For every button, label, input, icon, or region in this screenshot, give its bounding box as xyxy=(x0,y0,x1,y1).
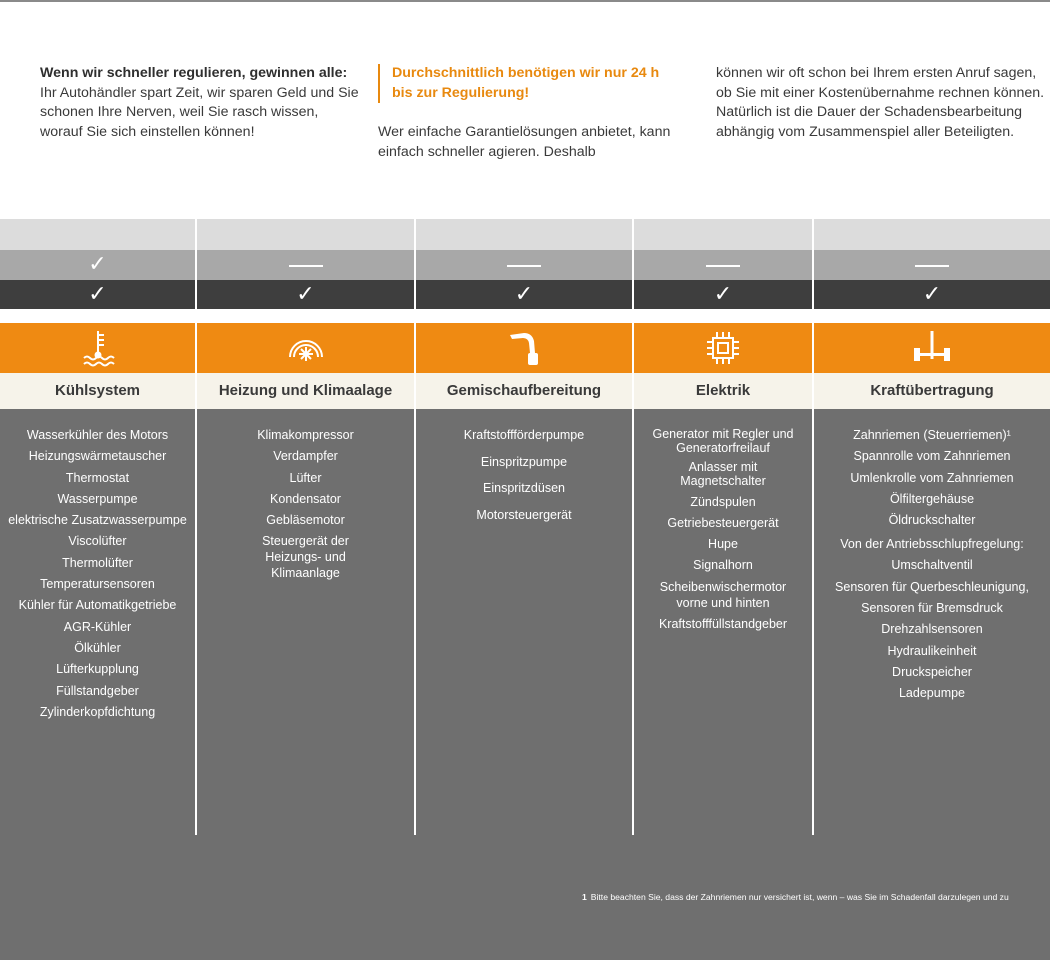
list-item: Zylinderkopfdichtung xyxy=(39,704,156,719)
list-item: Zahnriemen (Steuerriemen)¹ xyxy=(853,428,1011,442)
list-item: Kraftstofffüllstandgeber xyxy=(658,617,788,632)
component-list xyxy=(0,427,195,725)
list-item: Motorsteuergerät xyxy=(476,507,572,522)
list-item: Zündspulen xyxy=(690,494,756,509)
list-item: Kondensator xyxy=(270,491,341,506)
dash-icon xyxy=(706,265,740,267)
dash-icon xyxy=(507,265,541,267)
list-item: Klimakompressor xyxy=(257,428,354,442)
list-item: Drehzahlsensoren xyxy=(881,622,983,637)
list-item: Gebläsemotor xyxy=(266,513,345,528)
list-item: Ladepumpe xyxy=(898,686,966,701)
component-list xyxy=(634,427,812,637)
list-item: Umschaltventil xyxy=(891,558,973,573)
list-item: Hydraulikeinheit xyxy=(887,643,977,658)
list-item: Generator mit Regler und Generatorfreilauf xyxy=(652,427,794,455)
intro-lead-bold: Wenn wir schneller regulieren, gewinnen alle: xyxy=(40,65,348,81)
dash-icon xyxy=(289,265,323,267)
list-item: Wasserkühler des Motors xyxy=(26,428,169,442)
list-item: Ölkühler xyxy=(74,640,121,655)
list-item: Einspritzpumpe xyxy=(480,454,568,469)
dash-icon xyxy=(915,265,949,267)
heating-ac-icon xyxy=(284,327,328,369)
fuel-nozzle-icon xyxy=(502,327,546,369)
list-item: Lüfterkupplung xyxy=(56,662,139,677)
list-item: Wasserpumpe xyxy=(57,491,138,506)
check-icon: ✓ xyxy=(296,282,315,307)
list-item: Ölfiltergehäuse xyxy=(889,491,975,506)
list-item: Sensoren für Bremsdruck xyxy=(861,601,1003,616)
list-item: Füllstandgeber xyxy=(56,683,139,698)
check-icon: ✓ xyxy=(713,282,733,307)
list-item: Druckspeicher xyxy=(892,664,972,679)
list-item: Heizungswärmetauscher xyxy=(28,449,167,464)
intro-column-3-text: können wir oft schon bei Ihrem ersten Anruf sagen, ob Sie mit einer Kostenübernahme rechnen können. Natürlich ist die Dauer der Schadensbearbeitung abhängig vom Zusammenspiel aller Beteiligten. xyxy=(716,65,1045,140)
check-icon: ✓ xyxy=(514,282,534,307)
drivetrain-icon xyxy=(910,327,954,369)
list-item: Spannrolle vom Zahnriemen xyxy=(853,449,1011,464)
list-item: Viscolüfter xyxy=(68,534,127,549)
list-item: AGR-Kühler xyxy=(63,619,132,634)
highlight-quote: Durchschnittlich benötigen wir nur 24 h bis zur Regulierung! xyxy=(378,64,678,103)
component-list xyxy=(814,427,1050,707)
intro-lead-text: Ihr Autohändler spart Zeit, wir sparen Geld und Sie schonen Ihre Nerven, weil Sie rasch wissen, worauf Sie sich einstellen können! xyxy=(40,84,359,140)
list-item: Lüfter xyxy=(289,470,322,485)
intro-column-2-text: Wer einfache Garantielösungen anbietet, kann einfach schneller agieren. Deshalb xyxy=(378,124,671,160)
list-item: Signalhorn xyxy=(693,558,753,573)
chip-icon xyxy=(701,327,745,369)
footnote xyxy=(582,892,1050,902)
check-icon: ✓ xyxy=(88,282,107,307)
list-item: Kraftstoffförderpumpe xyxy=(463,428,585,442)
list-item: Kühler für Automatikgetriebe xyxy=(18,598,177,613)
column-title: Kühlsystem xyxy=(54,382,141,399)
list-group-heading: Von der Antriebsschlupfregelung: xyxy=(840,537,1024,552)
column-title: Kraftübertragung xyxy=(870,382,994,399)
list-item: Umlenkrolle vom Zahnriemen xyxy=(850,470,1014,485)
list-item: Thermolüfter xyxy=(62,555,133,570)
intro-column-3 xyxy=(716,64,1046,142)
intro-column-2 xyxy=(378,64,678,162)
list-item: Getriebesteuergerät xyxy=(667,515,779,530)
coolant-temperature-icon xyxy=(76,327,120,369)
check-icon: ✓ xyxy=(922,282,942,307)
list-item: Sensoren für Querbeschleunigung, xyxy=(835,579,1029,594)
component-list xyxy=(197,427,414,587)
component-list xyxy=(416,427,632,528)
list-item: Scheibenwischermotor vorne und hinten xyxy=(659,579,787,610)
list-item: Temperatursensoren xyxy=(40,577,155,592)
list-item: Hupe xyxy=(708,537,738,552)
column-title: Heizung und Klimaalage xyxy=(218,382,393,399)
footnote-text: Bitte beachten Sie, dass der Zahnriemen nur versichert ist, wenn – was Sie im Schadenfall darzulegen und zu xyxy=(590,892,1009,902)
list-item: elektrische Zusatzwasserpumpe xyxy=(8,513,187,528)
list-item: Verdampfer xyxy=(273,449,338,464)
list-item: Einspritzdüsen xyxy=(483,481,565,495)
footnote-number: 1 xyxy=(582,892,587,902)
list-item: Thermostat xyxy=(65,470,130,485)
list-item: Anlasser mit Magnetschalter xyxy=(680,460,766,489)
list-item: Steuergerät der Heizungs- und Klimaanlage xyxy=(262,534,349,581)
column-title: Elektrik xyxy=(695,382,751,399)
intro-column-1 xyxy=(40,64,360,142)
top-rule xyxy=(0,0,1050,2)
list-item: Öldruckschalter xyxy=(888,513,976,528)
check-icon: ✓ xyxy=(88,252,107,277)
column-title: Gemischaufbereitung xyxy=(446,382,602,399)
